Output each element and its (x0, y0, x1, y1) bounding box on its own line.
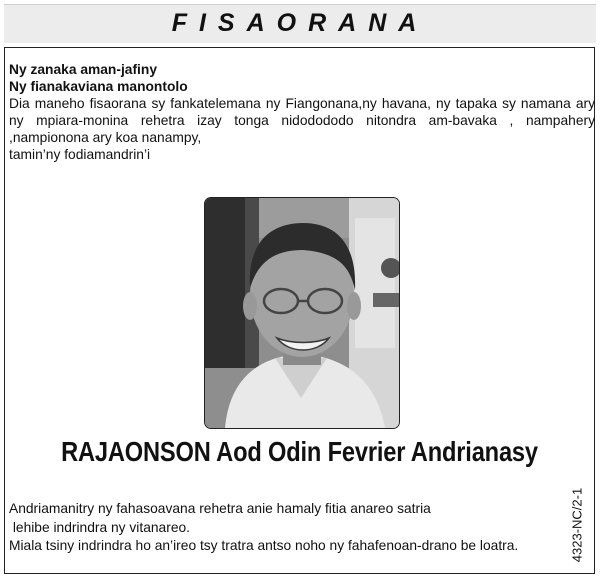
intro-block (9, 61, 595, 163)
closing-line-2: lehibe indrindra ny vitanareo. (9, 519, 191, 535)
notice-panel (4, 47, 595, 574)
reference-code (565, 485, 589, 565)
thanks-paragraph: Dia maneho fisaorana sy fankatelemana ny Fiangonana,ny havana, ny tapaka sy namana ary ny mpiara-monina rehetra izay tonga nidodododo nitondra am-bavaka , nampahery ,nampionona ary koa nanampy, (9, 96, 595, 145)
closing-block (9, 500, 559, 556)
page-title: FISAORANA (171, 9, 429, 37)
closing-line: Andriamanitry ny fahasoavana rehetra anie hamaly fitia anareo satria (9, 501, 431, 516)
family-line: Ny zanaka aman-jafiny (9, 62, 157, 77)
thanks-line-end: tamin’ny fodiamandrin’i (9, 147, 151, 162)
deceased-name: RAJAONSON Aod Odin Fevrier Andrianasy (61, 436, 538, 467)
reference-code-text: 4323-NC/2-1 (569, 487, 585, 563)
family-line-2: Ny fianakaviana manontolo (9, 79, 188, 94)
header-banner (4, 4, 596, 43)
closing-line-3: Miala tsiny indrindra ho an’ireo tsy tratra antso noho ny fahafenoan-drano be loatra. (9, 538, 519, 553)
portrait-photo (204, 197, 400, 429)
